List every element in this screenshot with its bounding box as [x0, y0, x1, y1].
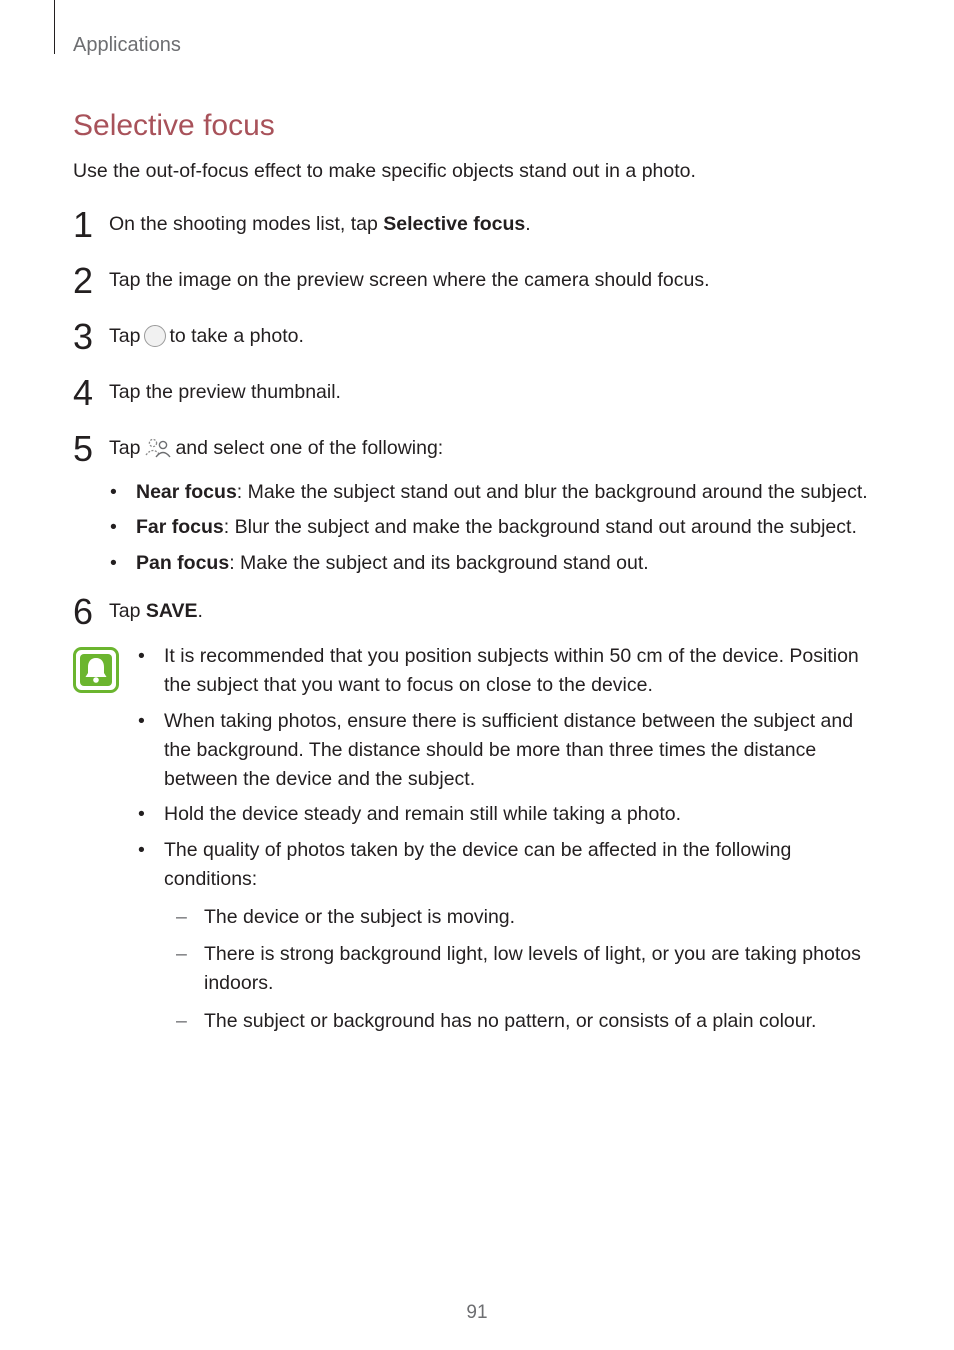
page-number: 91: [466, 1302, 488, 1323]
step-number: 5: [73, 428, 94, 469]
step-text: Tap the preview thumbnail.: [109, 381, 341, 403]
bullet: •: [138, 645, 145, 667]
bullet: •: [138, 710, 145, 732]
step-number: 6: [73, 591, 94, 632]
option-label: Pan focus: [136, 552, 230, 574]
condition-text: The device or the subject is moving.: [204, 906, 516, 928]
selective-focus-label: Selective focus: [383, 213, 526, 235]
condition-text: The subject or background has no pattern, or consists of a plain colour.: [204, 1010, 817, 1032]
note-text: Hold the device steady and remain still while taking a photo.: [164, 803, 682, 825]
note-text: When taking photos, ensure there is sufficient distance between the subject and the background. The distance should be more than three times the distance between the device and the subject.: [164, 710, 854, 790]
bullet: •: [110, 552, 117, 574]
condition-text: There is strong background light, low levels of light, or you are taking photos indoors.: [204, 943, 861, 994]
dash: –: [176, 906, 187, 928]
dash: –: [176, 1010, 187, 1032]
bullet: •: [110, 516, 117, 538]
step-number: 1: [73, 204, 94, 245]
selective-focus-icon: [144, 437, 172, 459]
dash: –: [176, 943, 187, 965]
page-title: Selective focus: [73, 109, 275, 142]
option-label: Far focus: [136, 516, 224, 538]
bullet: •: [138, 839, 145, 861]
option-description: : Make the subject stand out and blur the background around the subject.: [236, 481, 868, 503]
bullet: •: [110, 481, 117, 503]
bullet: •: [138, 803, 145, 825]
step-number: 3: [73, 316, 94, 357]
page-edge-line: [54, 0, 55, 54]
step-text: On the shooting modes list, tap Selective focus.: [109, 213, 531, 235]
step-text: Tap to take a photo.: [109, 325, 304, 347]
section-header: Applications: [73, 34, 181, 56]
option-description: : Make the subject and its background stand out.: [229, 552, 649, 574]
notification-bell-icon: [73, 647, 119, 693]
step-text: Tap and select one of the following:: [109, 437, 444, 459]
note-text: It is recommended that you position subjects within 50 cm of the device. Position the subject that you want to focus on close to the device.: [164, 645, 859, 696]
option-label: Near focus: [136, 481, 237, 503]
save-label: SAVE: [145, 600, 198, 622]
step-text: Tap SAVE.: [109, 600, 203, 622]
shutter-button-icon: [144, 325, 166, 347]
option-description: : Blur the subject and make the background stand out around the subject.: [223, 516, 857, 538]
intro-text: Use the out-of-focus effect to make specific objects stand out in a photo.: [73, 160, 696, 182]
step-number: 4: [73, 372, 94, 413]
step-text: Tap the image on the preview screen where the camera should focus.: [109, 269, 710, 291]
step-number: 2: [73, 260, 94, 301]
note-text: The quality of photos taken by the device can be affected in the following conditions:: [164, 839, 792, 890]
